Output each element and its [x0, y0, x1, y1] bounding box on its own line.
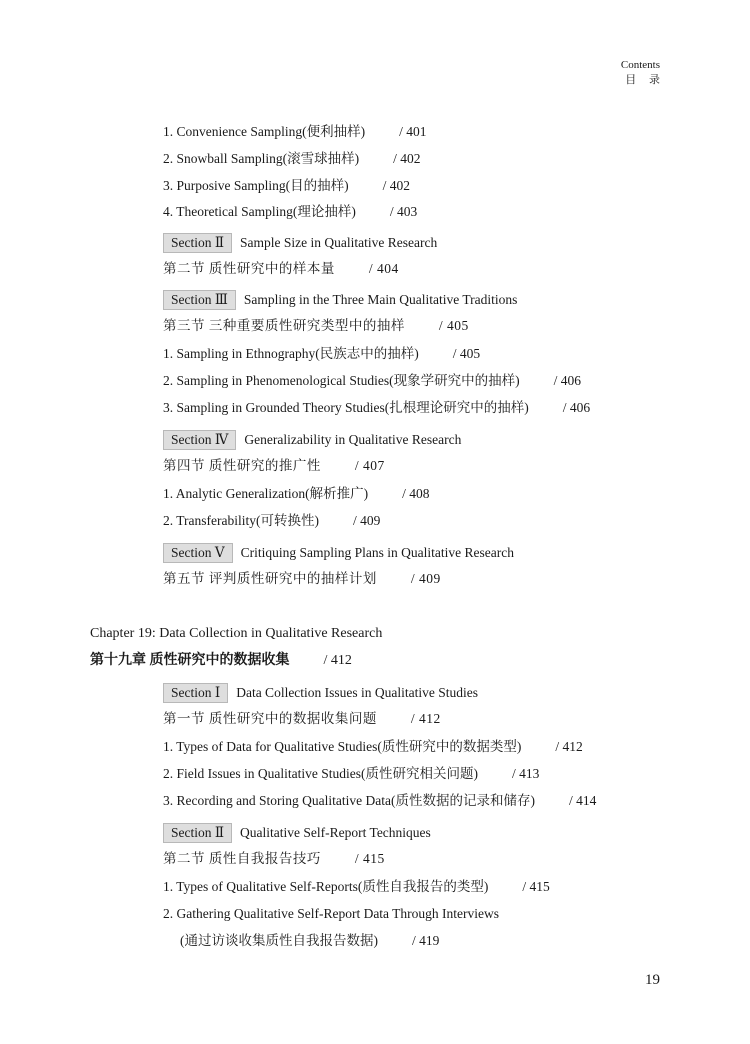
entry-page-ref: / 406 [553, 373, 581, 388]
page-number: 19 [645, 972, 660, 988]
header-contents-zh: 目 录 [625, 74, 665, 86]
section-title: Qualitative Self-Report Techniques [240, 825, 431, 840]
section-label-badge: Section Ⅳ [163, 430, 236, 450]
entry-title: 3. Purposive Sampling(目的抽样) [163, 178, 349, 193]
chapter-title-zh[interactable] [90, 652, 352, 670]
section-label-badge: Section Ⅱ [163, 823, 232, 843]
toc-entry[interactable] [163, 150, 421, 168]
section-title: Data Collection Issues in Qualitative Studies [236, 685, 479, 700]
entry-page-ref: / 405 [452, 346, 481, 361]
toc-section-heading[interactable] [163, 430, 461, 450]
toc-entry[interactable] [163, 512, 380, 530]
entry-page-ref: / 407 [354, 458, 385, 473]
entry-title: 第五节 评判质性研究中的抽样计划 [163, 571, 377, 586]
toc-entry[interactable] [163, 177, 410, 195]
entry-page-ref: / 412 [323, 653, 352, 668]
toc-subsection-zh[interactable] [163, 570, 441, 588]
entry-title: 第三节 三种重要质性研究类型中的抽样 [163, 318, 405, 333]
entry-page-ref: / 412 [410, 711, 441, 726]
entry-title: 1. Analytic Generalization(解析推广) [163, 486, 369, 501]
toc-entry[interactable] [163, 485, 429, 503]
entry-page-ref: / 402 [393, 151, 421, 166]
entry-page-ref: / 405 [438, 318, 469, 333]
section-label-badge: Section Ⅲ [163, 290, 236, 310]
section-title: Sample Size in Qualitative Research [240, 235, 438, 250]
entry-title: 3. Recording and Storing Qualitative Data(质性数据的记录和储存) [163, 793, 535, 808]
section-label-badge: Section Ⅰ [163, 683, 228, 703]
entry-title: 2. Sampling in Phenomenological Studies(现象学研究中的抽样) [163, 373, 520, 388]
entry-title: 3. Sampling in Grounded Theory Studies(扎根理论研究中的抽样) [163, 400, 529, 415]
toc-entry[interactable] [163, 203, 417, 221]
entry-page-ref: / 404 [368, 261, 399, 276]
entry-page-ref: / 403 [389, 204, 418, 219]
toc-subsection-zh[interactable] [163, 317, 469, 335]
entry-page-ref: / 402 [382, 178, 411, 193]
entry-title: 1. Convenience Sampling(便利抽样) [163, 124, 366, 139]
section-label-badge: Section Ⅴ [163, 543, 233, 563]
entry-title: 第二节 质性自我报告技巧 [163, 851, 321, 866]
entry-page-ref: / 401 [399, 124, 427, 139]
chapter-title-en[interactable] [90, 625, 382, 643]
entry-title: 1. Types of Data for Qualitative Studies(质性研究中的数据类型) [163, 739, 522, 754]
header-contents-en: Contents [620, 59, 660, 71]
toc-subsection-zh[interactable] [163, 850, 385, 868]
toc-subsection-zh[interactable] [163, 710, 441, 728]
toc-section-heading[interactable] [163, 233, 437, 253]
toc-entry[interactable] [163, 372, 581, 390]
entry-page-ref: / 406 [562, 400, 591, 415]
entry-page-ref: / 415 [522, 879, 550, 894]
entry-title: 2. Transferability(可转换性) [163, 513, 319, 528]
entry-title: 4. Theoretical Sampling(理论抽样) [163, 204, 356, 219]
entry-page-ref: / 409 [353, 513, 381, 528]
section-label-badge: Section Ⅱ [163, 233, 232, 253]
entry-title: Chapter 19: Data Collection in Qualitative Research [90, 626, 383, 641]
toc-entry[interactable] [163, 738, 583, 756]
toc-entry[interactable] [163, 123, 426, 141]
entry-page-ref: / 409 [410, 571, 441, 586]
toc-section-heading[interactable] [163, 823, 431, 843]
section-title: Sampling in the Three Main Qualitative Traditions [243, 292, 518, 307]
toc-entry[interactable] [163, 345, 480, 363]
section-title: Critiquing Sampling Plans in Qualitative Research [240, 545, 514, 560]
toc-entry[interactable] [163, 399, 590, 417]
entry-title: 第四节 质性研究的推广性 [163, 458, 321, 473]
entry-title: 2. Gathering Qualitative Self-Report Data Through Interviews [163, 906, 500, 921]
section-title: Generalizability in Qualitative Research [244, 432, 462, 447]
entry-page-ref: / 412 [555, 739, 583, 754]
entry-title: 2. Snowball Sampling(滚雪球抽样) [163, 151, 360, 166]
toc-entry[interactable] [163, 905, 499, 923]
toc-entry[interactable] [163, 878, 550, 896]
toc-entry[interactable] [163, 792, 596, 810]
entry-title: 第十九章 质性研究中的数据收集 [90, 653, 290, 668]
entry-title: 1. Types of Qualitative Self-Reports(质性自我报告的类型) [163, 879, 489, 894]
entry-title: (通过访谈收集质性自我报告数据) [180, 933, 378, 948]
entry-page-ref: / 415 [354, 851, 385, 866]
toc-section-heading[interactable] [163, 290, 517, 310]
toc-section-heading[interactable] [163, 683, 478, 703]
entry-page-ref: / 419 [412, 933, 440, 948]
toc-subsection-zh[interactable] [163, 457, 385, 475]
entry-title: 2. Field Issues in Qualitative Studies(质性研究相关问题) [163, 766, 478, 781]
toc-entry[interactable] [163, 765, 539, 783]
entry-page-ref: / 413 [511, 766, 540, 781]
entry-page-ref: / 408 [402, 486, 430, 501]
toc-section-heading[interactable] [163, 543, 514, 563]
toc-subsection-zh[interactable] [163, 260, 399, 278]
entry-title: 第一节 质性研究中的数据收集问题 [163, 711, 377, 726]
entry-page-ref: / 414 [568, 793, 597, 808]
entry-title: 第二节 质性研究中的样本量 [163, 261, 335, 276]
entry-title: 1. Sampling in Ethnography(民族志中的抽样) [163, 346, 419, 361]
toc-entry[interactable] [180, 932, 439, 950]
